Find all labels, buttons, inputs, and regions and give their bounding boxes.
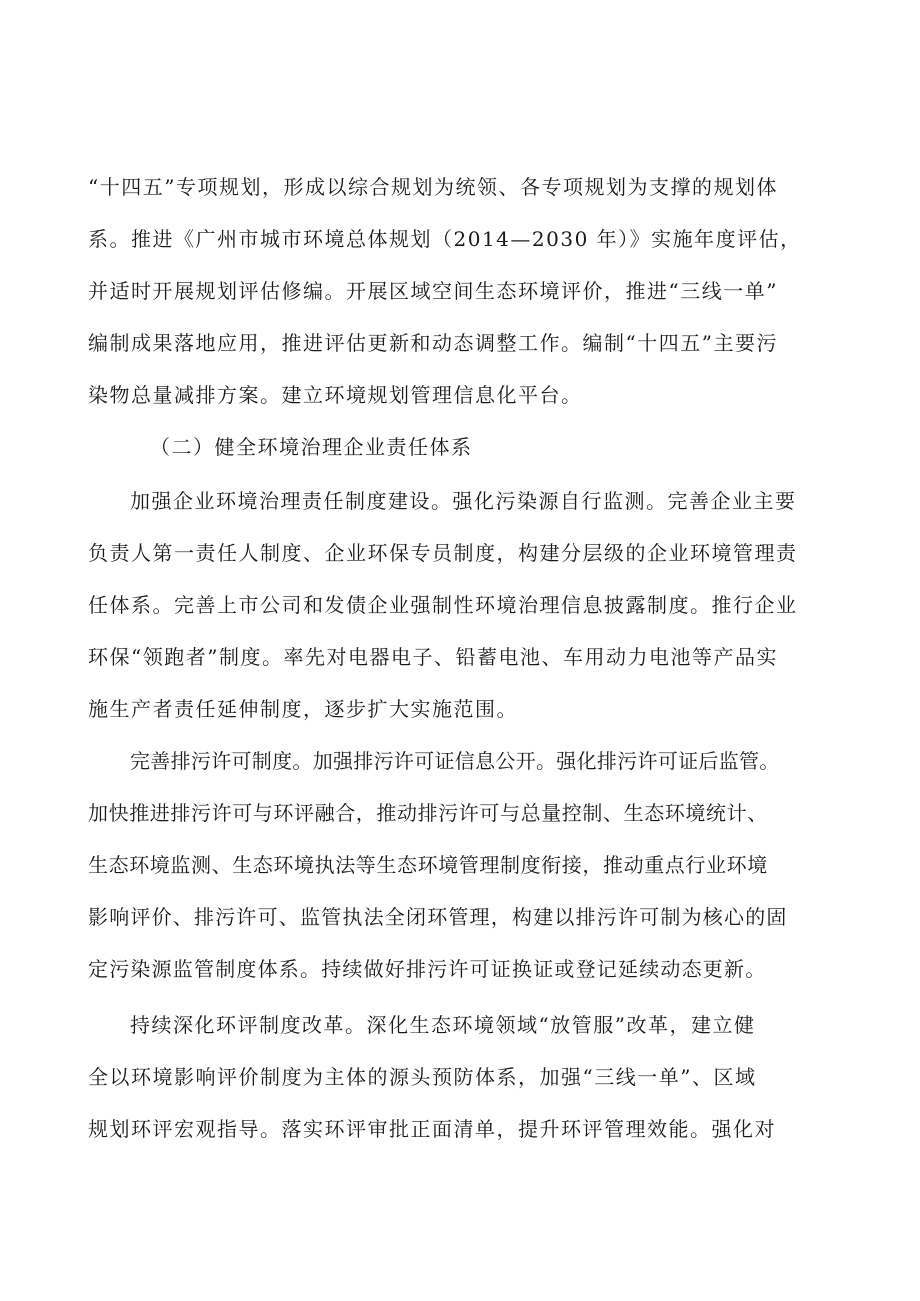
text-line: 完善排污许可制度。加强排污许可证信息公开。强化排污许可证后监管。 (130, 749, 780, 773)
text-line: 加快推进排污许可与环评融合，推动排污许可与总量控制、生态环境统计、 (88, 801, 768, 825)
text-line: 加强企业环境治理责任制度建设。强化污染源自行监测。完善企业主要 (130, 489, 797, 513)
text-line: 染物总量减排方案。建立环境规划管理信息化平台。 (88, 383, 583, 407)
text-line: “十四五”专项规划，形成以综合规划为统领、各专项规划为支撑的规划体 (88, 175, 778, 199)
text-line: 持续深化环评制度改革。深化生态环境领域“放管服”改革，建立健 (130, 1013, 756, 1037)
text-line: 影响评价、排污许可、监管执法全闭环管理，构建以排污许可制为核心的固 (88, 905, 788, 929)
text-line: 全以环境影响评价制度为主体的源头预防体系，加强“三线一单”、区域 (88, 1065, 757, 1089)
text-line: 任体系。完善上市公司和发债企业强制性环境治理信息披露制度。推行企业 (88, 593, 798, 617)
text-line: 系。推进《广州市城市环境总体规划（2014—2030 年）》实施年度评估， (88, 227, 802, 251)
text-line: 定污染源监管制度体系。持续做好排污许可证换证或登记延续动态更新。 (88, 957, 767, 981)
text-line: 编制成果落地应用，推进评估更新和动态调整工作。编制“十四五”主要污 (88, 331, 778, 355)
text-line: 规划环评宏观指导。落实环评审批正面清单，提升环评管理效能。强化对 (88, 1117, 776, 1141)
section-heading: （二）健全环境治理企业责任体系 (150, 435, 473, 459)
text-line: 施生产者责任延伸制度，逐步扩大实施范围。 (88, 697, 518, 721)
text-line: 生态环境监测、生态环境执法等生态环境管理制度衔接，推动重点行业环境 (88, 853, 768, 877)
text-line: 环保“领跑者”制度。率先对电器电子、铅蓄电池、车用动力电池等产品实 (88, 645, 778, 669)
text-line: 并适时开展规划评估修编。开展区域空间生态环境评价，推进“三线一单” (88, 279, 778, 303)
text-line: 负责人第一责任人制度、企业环保专员制度，构建分层级的企业环境管理责 (88, 541, 798, 565)
